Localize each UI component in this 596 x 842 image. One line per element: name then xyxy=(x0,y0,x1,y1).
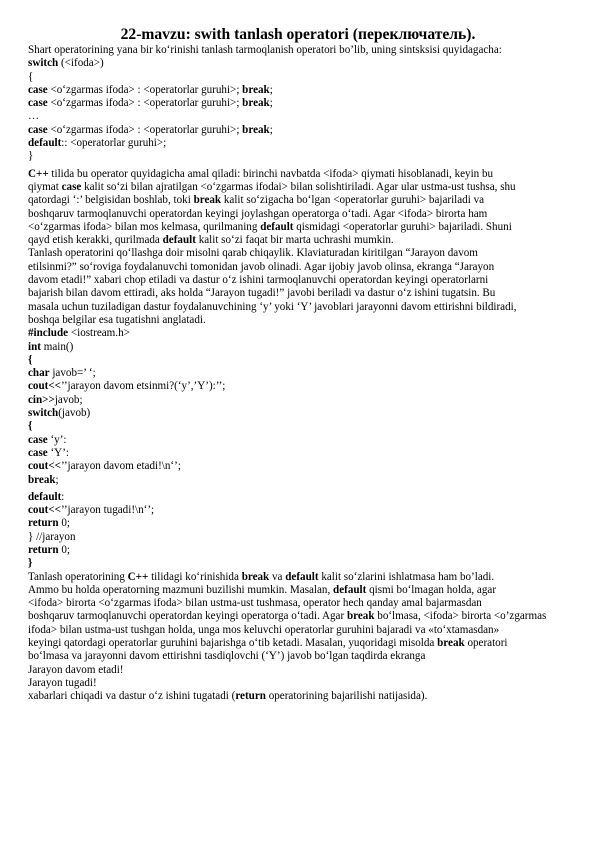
text-line xyxy=(28,57,556,70)
text-line xyxy=(28,491,556,504)
text-segment: javob=’ ‘; xyxy=(49,367,96,380)
text-segment: Ammo bu holda operatorning mazmuni buzilishi mumkin. Masalan, xyxy=(28,583,334,596)
keyword-text: return xyxy=(28,543,59,556)
text-segment: keyingi qatordagi operatorlar guruhini bajarishga o‘tib ketadi. Masalan, yuqoridagi misolda xyxy=(28,637,438,650)
text-segment: davom etadi!” xabari chop etiladi va dastur o‘z ishini tarmoqlanuvchi operatordan keyingi operatorlarni xyxy=(28,274,489,287)
text-segment: ; xyxy=(269,97,273,110)
text-line xyxy=(28,690,556,703)
text-segment: qiymat xyxy=(28,180,62,193)
text-line xyxy=(28,301,556,314)
keyword-text: case xyxy=(28,97,48,110)
text-segment: xabarlari chiqadi va dastur o‘z ishini tugatadi ( xyxy=(28,690,236,703)
keyword-text: C++ xyxy=(127,570,149,583)
text-line xyxy=(28,394,556,407)
text-line xyxy=(28,97,556,110)
text-line xyxy=(28,677,556,690)
keyword-text: case xyxy=(28,446,48,459)
document-body xyxy=(28,44,556,704)
text-segment: (javob) xyxy=(58,407,91,420)
text-segment: ; xyxy=(269,83,273,96)
page-title: 22-mavzu: swith tanlash operatori (переключатель). xyxy=(120,26,476,43)
text-segment: kalit so‘zigacha bo‘lgan <operatorlar guruhi> bajariladi va xyxy=(221,194,485,207)
keyword-text: break xyxy=(28,473,56,486)
text-segment: va xyxy=(269,570,286,583)
text-line xyxy=(28,341,556,354)
text-segment: bo‘lmasa, <ifoda> birorta <o’zgarmas xyxy=(374,610,547,623)
keyword-text: #include xyxy=(28,327,69,340)
text-segment: } xyxy=(28,150,34,163)
text-segment: <o‘zgarmas ifoda> : <operatorlar guruhi>; xyxy=(47,97,243,110)
text-line xyxy=(28,434,556,447)
text-segment: … xyxy=(28,110,40,123)
text-line xyxy=(28,584,556,597)
text-line xyxy=(28,208,556,221)
text-segment: kalit so‘zi faqat bir marta uchrashi mumkin. xyxy=(195,234,394,247)
text-line xyxy=(28,314,556,327)
text-line xyxy=(28,531,556,544)
keyword-text: cin>> xyxy=(28,393,55,406)
text-line xyxy=(28,354,556,367)
text-segment: qismidagi <operatorlar guruhi> bajariladi. Shuni xyxy=(293,220,512,233)
text-segment: javob; xyxy=(54,393,83,406)
text-line xyxy=(28,261,556,274)
keyword-text: cout<< xyxy=(28,460,61,473)
text-line xyxy=(28,84,556,97)
text-line xyxy=(28,474,556,487)
text-line xyxy=(28,274,556,287)
text-line xyxy=(28,517,556,530)
text-line xyxy=(28,234,556,247)
text-segment: qatordagi ‘:’ belgisidan boshlab, toki xyxy=(28,194,194,207)
text-line xyxy=(28,407,556,420)
text-line xyxy=(28,557,556,570)
text-segment: ’’jarayon davom etsinmi?(‘y’,’Y’):’’; xyxy=(60,380,226,393)
text-line xyxy=(28,221,556,234)
text-segment: Shart operatorining yana bir ko‘rinishi tanlash tarmoqlanish operatori bo’lib, uning sintsksisi quyidagacha: xyxy=(28,44,502,56)
text-segment: ’’jarayon tugadi!\n‘’; xyxy=(60,504,155,517)
text-line xyxy=(28,287,556,300)
text-segment: operatori xyxy=(464,637,508,650)
text-segment: main() xyxy=(40,340,74,353)
keyword-text: default xyxy=(28,490,62,503)
text-line xyxy=(28,168,556,181)
keyword-text: int xyxy=(28,340,41,353)
text-segment: operatorining bajarilishi natijasida). xyxy=(265,690,428,703)
text-segment: : xyxy=(61,490,65,503)
text-line xyxy=(28,460,556,473)
text-line xyxy=(28,71,556,84)
text-segment: } //jarayon xyxy=(28,530,76,543)
text-segment: Tanlash operatorining xyxy=(28,570,128,583)
text-segment: boshqaruv tarmoqlanuvchi operatordan keyingi joylashgan operatorga o‘tadi. Agar <ifoda> birorta ham xyxy=(28,207,488,220)
text-segment: tilidagi ko‘rinishida xyxy=(148,570,242,583)
text-segment: bajarish bilan davom ettiradi, aks holda “Jarayon tugadi!” javobi beriladi va dastur o‘z ishini tugatsin. Bu xyxy=(28,287,496,300)
text-line xyxy=(28,380,556,393)
text-segment: <iostream.h> xyxy=(68,327,130,340)
text-line xyxy=(28,150,556,163)
keyword-text: cout<< xyxy=(28,504,61,517)
text-segment: :: <operatorlar guruhi>; xyxy=(61,137,167,150)
text-line xyxy=(28,327,556,340)
text-segment: boshqaruv tarmoqlanuvchi operatordan keyingi operatorga o‘tadi. Agar xyxy=(28,610,347,623)
text-segment: { xyxy=(28,70,34,83)
keyword-text: return xyxy=(235,690,266,703)
keyword-text: default xyxy=(28,137,62,150)
text-line xyxy=(28,181,556,194)
keyword-text: break xyxy=(437,637,465,650)
keyword-text: case xyxy=(61,180,82,193)
text-segment: 0; xyxy=(58,517,71,530)
keyword-text: break xyxy=(242,83,270,96)
text-line xyxy=(28,650,556,663)
text-line xyxy=(28,637,556,650)
text-line xyxy=(28,137,556,150)
text-line xyxy=(28,571,556,584)
text-segment: kalit so‘zlarini ishlatmasa ham bo’ladi. xyxy=(318,570,495,583)
keyword-text: case xyxy=(28,83,48,96)
text-line xyxy=(28,504,556,517)
text-segment: <o‘zgarmas ifoda> : <operatorlar guruhi>; xyxy=(47,123,243,136)
text-segment: <o‘zgarmas ifoda> : <operatorlar guruhi>; xyxy=(47,83,243,96)
text-segment: Jarayon tugadi! xyxy=(28,676,97,689)
keyword-text: { xyxy=(28,353,33,366)
keyword-text: default xyxy=(333,583,367,596)
text-line xyxy=(28,544,556,557)
text-segment: ; xyxy=(55,473,59,486)
text-segment: masala uchun tuziladigan dastur foydalanuvchining ‘y’ yoki ‘Y’ javoblari jarayonni davom ettirishni bildiradi, xyxy=(28,300,517,313)
text-line xyxy=(28,110,556,123)
keyword-text: break xyxy=(242,97,270,110)
keyword-text: default xyxy=(162,234,196,247)
text-segment: boshqa belgilar esa tugatishni anglatadi. xyxy=(28,313,206,326)
text-line xyxy=(28,367,556,380)
keyword-text: default xyxy=(260,220,294,233)
text-segment: ifoda> bilan ustma-ust tushgan holda, unga mos keluvchi operatorlar guruhini bajaradi va «to‘xtamasdan» xyxy=(28,623,500,636)
text-segment: ‘Y’: xyxy=(47,446,69,459)
text-line xyxy=(28,624,556,637)
text-segment: Jarayon davom etadi! xyxy=(28,663,124,676)
keyword-text: break xyxy=(346,610,375,623)
text-segment: 0; xyxy=(58,543,71,556)
text-line xyxy=(28,124,556,137)
keyword-text: case xyxy=(28,123,48,136)
text-segment: kalit so‘zi bilan ajratilgan <o‘zgarmas ifodai> bilan solishtiriladi. Agar ular ustma-ust tushsa, shu xyxy=(81,180,516,193)
keyword-text: switch xyxy=(28,407,59,420)
keyword-text: break xyxy=(242,123,270,136)
text-line xyxy=(28,597,556,610)
text-line xyxy=(28,420,556,433)
text-segment: tilida bu operator quyidagicha amal qiladi: birinchi navbatda <ifoda> qiymati hisoblanadi, keyin bu xyxy=(48,167,494,180)
keyword-text: { xyxy=(28,420,33,433)
text-segment: Tanlash operatorini qo‘llashga doir misolni qarab chiqaylik. Klaviaturadan kiritilgan “Jarayon davom xyxy=(28,247,478,260)
keyword-text: switch xyxy=(28,57,59,70)
text-line xyxy=(28,194,556,207)
keyword-text: default xyxy=(285,570,319,583)
keyword-text: break xyxy=(193,194,222,207)
text-segment: ; xyxy=(269,123,273,136)
text-segment: <o‘zgarmas ifoda> bilan mos kelmasa, qurilmaning xyxy=(28,220,261,233)
text-line xyxy=(28,44,556,57)
text-line xyxy=(28,664,556,677)
text-segment: bo‘lmasa va jarayonni davom ettirishni tasdiqlovchi (‘Y’) javob bo‘lgan taqdirda ekranga xyxy=(28,650,426,663)
keyword-text: } xyxy=(28,557,33,570)
text-segment: (<ifoda>) xyxy=(58,57,104,70)
keyword-text: cout<< xyxy=(28,380,61,393)
text-segment: qayd etish kerakki, qurilmada xyxy=(28,234,163,247)
text-segment: <ifoda> birorta <o‘zgarmas ifoda> bilan ustma-ust tushmasa, operator hech qanday amal bajarmasdan xyxy=(28,597,482,610)
keyword-text: C++ xyxy=(28,167,49,180)
text-segment: ‘y’: xyxy=(47,433,67,446)
text-segment: etilsinmi?” so‘roviga foydalanuvchi tomonidan javob olinadi. Agar ijobiy javob olinsa, ekranga “Jarayon xyxy=(28,260,495,273)
text-line xyxy=(28,610,556,623)
text-segment: qismi bo‘lmagan holda, agar xyxy=(366,583,497,596)
keyword-text: break xyxy=(241,570,270,583)
text-line xyxy=(28,247,556,260)
text-line xyxy=(28,447,556,460)
keyword-text: char xyxy=(28,367,50,380)
keyword-text: case xyxy=(28,433,48,446)
keyword-text: return xyxy=(28,517,59,530)
text-segment: ’’jarayon davom etadi!\n‘’; xyxy=(60,460,181,473)
